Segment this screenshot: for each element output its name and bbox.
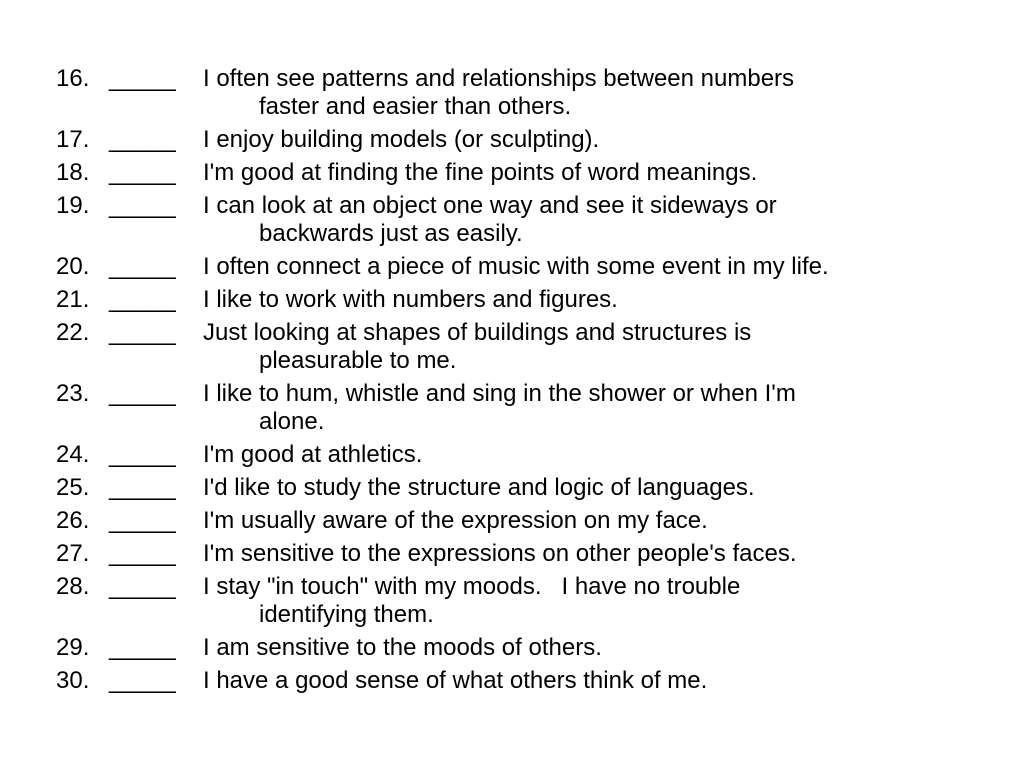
question-item-26 xyxy=(56,506,986,535)
question-item-28 xyxy=(56,572,986,629)
answer-blank: _____ xyxy=(109,667,176,694)
answer-blank: _____ xyxy=(109,286,176,313)
question-number: 30. xyxy=(56,667,90,694)
question-number: 23. xyxy=(56,380,90,407)
question-item-19 xyxy=(56,191,986,248)
question-item-22 xyxy=(56,318,986,375)
answer-blank: _____ xyxy=(109,192,176,219)
question-text xyxy=(203,318,986,375)
question-text xyxy=(203,572,986,629)
question-number: 24. xyxy=(56,441,90,468)
answer-blank: _____ xyxy=(109,474,176,501)
question-number: 29. xyxy=(56,634,90,661)
question-text xyxy=(203,473,986,502)
answer-blank: _____ xyxy=(109,126,176,153)
question-text-line-2: faster and easier than others. xyxy=(259,93,572,120)
question-number: 28. xyxy=(56,573,90,600)
question-text-line-1: I'd like to study the structure and logic of languages. xyxy=(203,474,755,501)
question-item-18 xyxy=(56,158,986,187)
answer-blank: _____ xyxy=(109,253,176,280)
question-number: 27. xyxy=(56,540,90,567)
question-number: 19. xyxy=(56,192,90,219)
question-text xyxy=(203,252,986,281)
question-text xyxy=(203,539,986,568)
question-number: 22. xyxy=(56,319,90,346)
question-text-line-1: I'm sensitive to the expressions on other people's faces. xyxy=(203,540,797,567)
question-text xyxy=(203,125,986,154)
question-item-16 xyxy=(56,64,986,121)
question-text-line-1: I am sensitive to the moods of others. xyxy=(203,634,602,661)
question-text-line-1: I'm good at athletics. xyxy=(203,441,423,468)
question-number: 20. xyxy=(56,253,90,280)
question-item-30 xyxy=(56,666,986,695)
question-item-25 xyxy=(56,473,986,502)
question-text-line-1: I have a good sense of what others think of me. xyxy=(203,667,708,694)
question-number: 17. xyxy=(56,126,90,153)
question-text-line-2: pleasurable to me. xyxy=(259,347,457,374)
questionnaire-list xyxy=(56,64,986,699)
question-text xyxy=(203,379,986,436)
question-number: 25. xyxy=(56,474,90,501)
question-item-17 xyxy=(56,125,986,154)
question-number: 21. xyxy=(56,286,90,313)
question-text xyxy=(203,633,986,662)
question-text-line-1: Just looking at shapes of buildings and structures is xyxy=(203,319,752,346)
question-text-line-1: I like to work with numbers and figures. xyxy=(203,286,618,313)
question-text xyxy=(203,666,986,695)
answer-blank: _____ xyxy=(109,507,176,534)
question-item-21 xyxy=(56,285,986,314)
question-item-24 xyxy=(56,440,986,469)
answer-blank: _____ xyxy=(109,441,176,468)
question-text-line-1: I often connect a piece of music with some event in my life. xyxy=(203,253,829,280)
question-text xyxy=(203,191,986,248)
question-text xyxy=(203,64,986,121)
answer-blank: _____ xyxy=(109,540,176,567)
question-text xyxy=(203,440,986,469)
question-text-line-1: I can look at an object one way and see it sideways or xyxy=(203,192,777,219)
question-item-20 xyxy=(56,252,986,281)
answer-blank: _____ xyxy=(109,65,176,92)
answer-blank: _____ xyxy=(109,573,176,600)
question-item-27 xyxy=(56,539,986,568)
question-text-line-1: I stay "in touch" with my moods. I have no trouble xyxy=(203,573,741,600)
question-text xyxy=(203,285,986,314)
question-text-line-1: I like to hum, whistle and sing in the shower or when I'm xyxy=(203,380,796,407)
question-text-line-2: identifying them. xyxy=(259,601,434,628)
question-text xyxy=(203,158,986,187)
question-number: 26. xyxy=(56,507,90,534)
question-text-line-1: I often see patterns and relationships between numbers xyxy=(203,65,795,92)
question-item-29 xyxy=(56,633,986,662)
question-text-line-1: I'm usually aware of the expression on my face. xyxy=(203,507,708,534)
question-text-line-1: I enjoy building models (or sculpting). xyxy=(203,126,600,153)
question-text-line-2: alone. xyxy=(259,408,325,435)
question-number: 16. xyxy=(56,65,90,92)
answer-blank: _____ xyxy=(109,319,176,346)
question-text xyxy=(203,506,986,535)
question-number: 18. xyxy=(56,159,90,186)
answer-blank: _____ xyxy=(109,159,176,186)
answer-blank: _____ xyxy=(109,634,176,661)
answer-blank: _____ xyxy=(109,380,176,407)
question-item-23 xyxy=(56,379,986,436)
question-text-line-1: I'm good at finding the fine points of word meanings. xyxy=(203,159,758,186)
question-text-line-2: backwards just as easily. xyxy=(259,220,523,247)
